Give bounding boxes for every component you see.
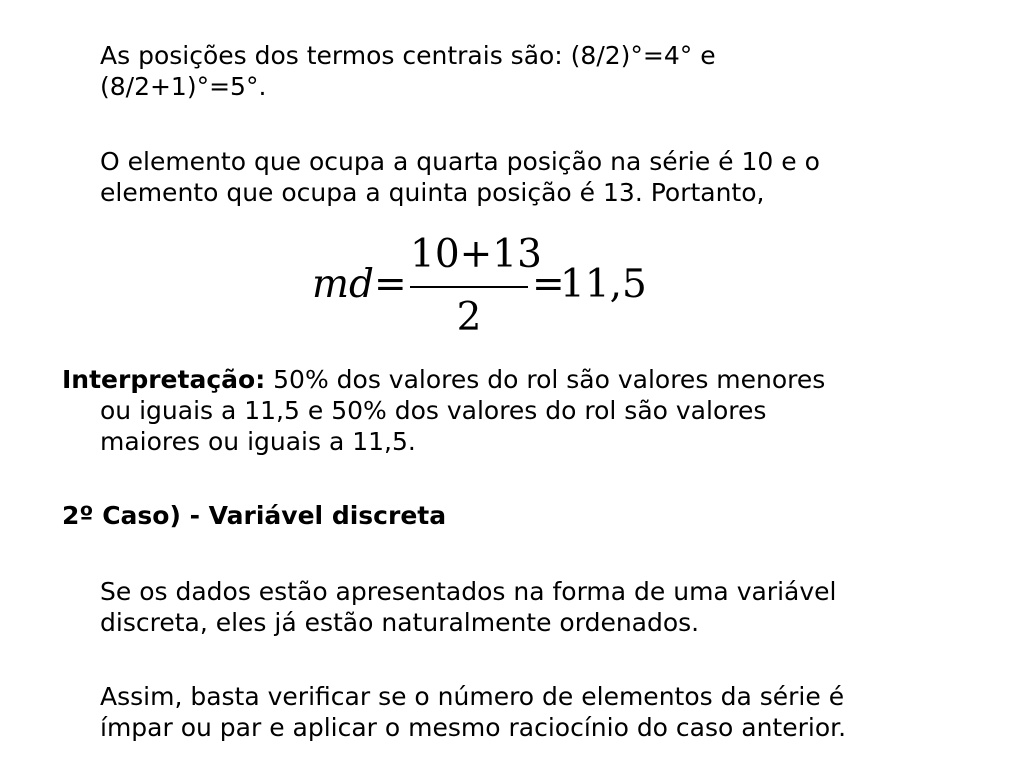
paragraph-interpretation bbox=[62, 364, 825, 457]
equation-result: 11,5 bbox=[560, 262, 647, 307]
fraction-bar bbox=[410, 286, 528, 288]
text-line: elemento que ocupa a quinta posição é 13. Portanto, bbox=[100, 178, 765, 207]
equation-equals-sign-2: = bbox=[532, 262, 565, 307]
text-line: (8/2+1)°=5°. bbox=[100, 72, 267, 101]
equation-equals-sign: = bbox=[374, 262, 407, 307]
equation-lhs: md bbox=[312, 262, 374, 307]
text-line: Assim, basta verificar se o número de elementos da série é bbox=[100, 682, 845, 711]
text-line: ímpar ou par e aplicar o mesmo raciocínio do caso anterior. bbox=[100, 713, 847, 742]
text-line: As posições dos termos centrais são: (8/2)°=4° e bbox=[100, 41, 716, 70]
fraction-denominator: 2 bbox=[456, 295, 482, 340]
paragraph-element-positions bbox=[100, 146, 820, 208]
section-heading-case-2 bbox=[62, 500, 446, 531]
paragraph-discrete-data bbox=[100, 576, 836, 638]
paragraph-verify-count bbox=[100, 681, 846, 743]
interpretation-text: 50% dos valores do rol são valores menores bbox=[265, 365, 826, 394]
heading-text: 2º Caso) - Variável discreta bbox=[62, 501, 447, 530]
text-line bbox=[62, 364, 825, 395]
paragraph-central-positions bbox=[100, 40, 716, 102]
text-line: discreta, eles já estão naturalmente ordenados. bbox=[100, 608, 700, 637]
text-line: maiores ou iguais a 11,5. bbox=[100, 427, 416, 456]
fraction-numerator: 10+13 bbox=[410, 232, 542, 277]
text-line: Se os dados estão apresentados na forma de uma variável bbox=[100, 577, 837, 606]
text-line: ou iguais a 11,5 e 50% dos valores do rol são valores bbox=[100, 396, 767, 425]
interpretation-label: Interpretação: bbox=[62, 365, 266, 394]
median-equation bbox=[300, 232, 660, 342]
text-line: O elemento que ocupa a quarta posição na série é 10 e o bbox=[100, 147, 820, 176]
